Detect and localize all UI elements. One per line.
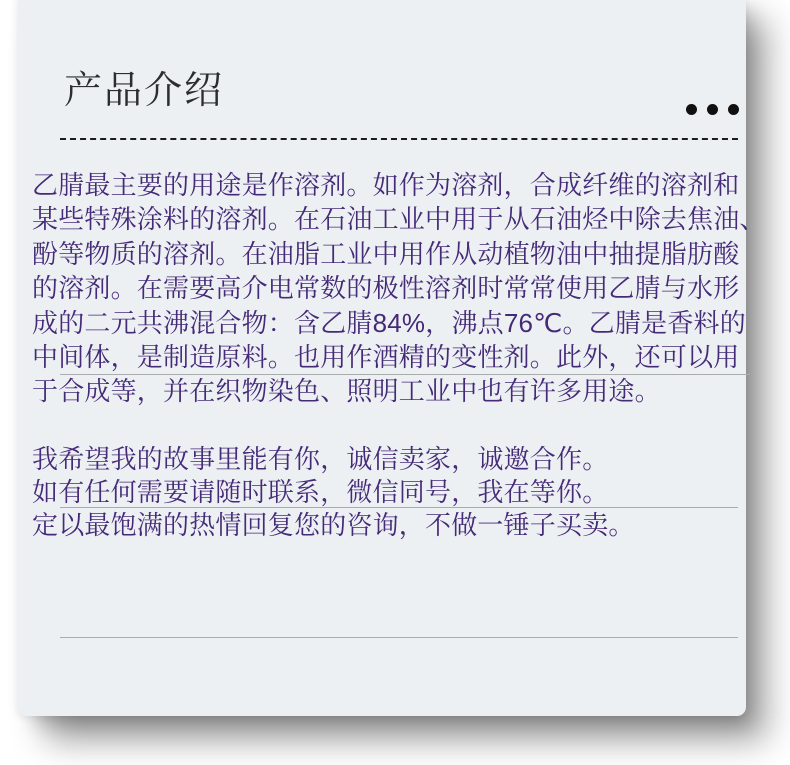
intro-text-line: 成的二元共沸混合物：含乙腈84%，沸点76℃。乙腈是香料的	[32, 307, 746, 338]
intro-text-line: 的溶剂。在需要高介电常数的极性溶剂时常常使用乙腈与水形	[32, 273, 740, 304]
outro-text-line: 我希望我的故事里能有你，诚信卖家，诚邀合作。	[32, 444, 609, 474]
dot-icon	[686, 104, 697, 115]
intro-text-line: 于合成等，并在织物染色、照明工业中也有许多用途。	[32, 376, 661, 407]
intro-text-line: 中间体，是制造原料。也用作酒精的变性剂。此外，还可以用	[32, 342, 740, 373]
page-title: 产品介绍	[64, 70, 225, 112]
product-intro-card	[18, 0, 766, 716]
card-content	[18, 0, 766, 716]
outro-text-line: 如有任何需要请随时联系，微信同号，我在等你。	[32, 477, 609, 507]
dashed-divider	[60, 138, 738, 140]
seller-message	[32, 443, 635, 542]
product-description	[32, 168, 766, 409]
intro-text-line: 乙腈最主要的用途是作溶剂。如作为溶剂，合成纤维的溶剂和	[32, 170, 740, 200]
intro-text-line: 酚等物质的溶剂。在油脂工业中用作从动植物油中抽提脂肪酸	[32, 238, 740, 269]
dot-icon	[728, 104, 739, 115]
intro-text-line: 某些特殊涂料的溶剂。在石油工业中用于从石油烃中除去焦油、	[32, 204, 766, 235]
ellipsis-dots-icon	[686, 104, 739, 115]
outro-text-line: 定以最饱满的热情回复您的咨询，不做一锤子买卖。	[32, 510, 635, 540]
divider-line	[60, 637, 738, 638]
dot-icon	[707, 104, 718, 115]
